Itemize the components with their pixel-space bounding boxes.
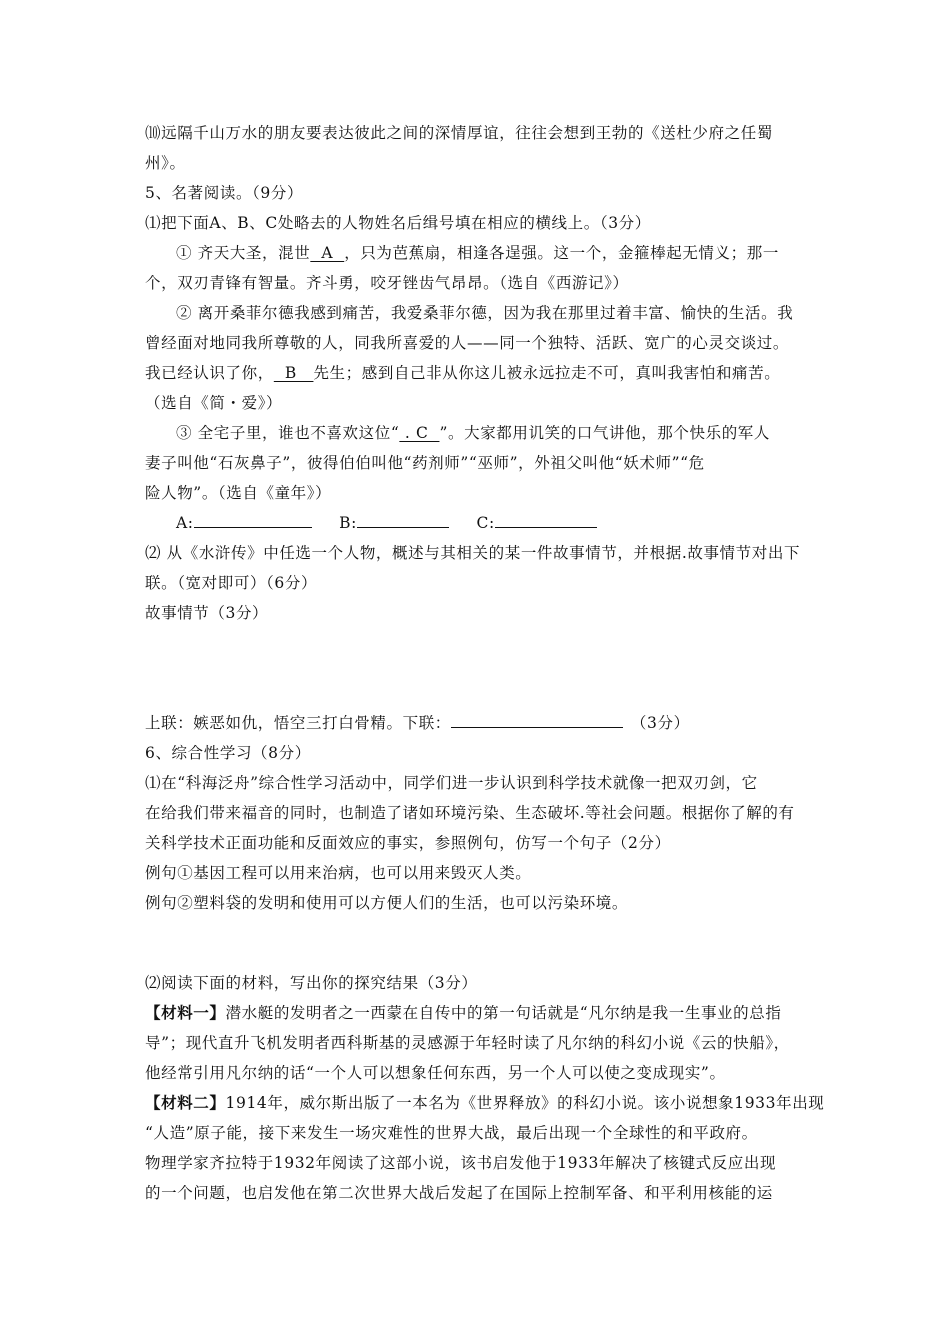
passage-a-text-pre: ① 齐天大圣，混世 [176,244,311,262]
passage-c-line-2: 妻子叫他“石灰鼻子”，彼得伯伯叫他“药剂师”“巫师”，外祖父叫他“妖术师”“危 [145,454,705,472]
material-2-tag: 【材料二】 [145,1093,226,1112]
blank-c: . C [399,424,440,442]
section-5-title: 5、名著阅读。（9分） [145,184,304,202]
answer-b-field[interactable] [357,513,449,528]
passage-a-line-2: 个，双刃青锋有智量。齐斗勇，咬牙锉齿气昂昂。（选自《西游记》） [145,274,629,292]
material-1-line-2: 导”；现代直升飞机发明者西科斯基的灵感源于年轻时读了凡尔纳的科幻小说《云的快船》， [145,1034,790,1052]
answer-a-label: A: [176,514,194,532]
passage-b-source: （选自《简・爱》） [145,394,283,412]
answer-c-field[interactable] [495,513,597,528]
material-1-line-1 [145,1003,781,1023]
answer-blanks-row [176,513,597,533]
section-6-part-1-line-1: ⑴在“科海泛舟”综合性学习活动中，同学们进一步认识到科学技术就像一把双刃剑，它 [145,774,758,792]
example-sentence-1: 例句①基因工程可以用来治病，也可以用来毁灭人类。 [145,864,532,882]
passage-b-line-3 [145,363,780,383]
material-1-line-3: 他经常引用凡尔纳的话“一个人可以想象任何东西，另一个人可以使之变成现实”。 [145,1064,726,1082]
q10-line-1: ⑽远隔千山万水的朋友要表达彼此之间的深情厚谊，往往会想到王勃的《送杜少府之任蜀 [145,124,773,142]
passage-b-line-1: ② 离开桑菲尔德我感到痛苦，我爱桑菲尔德，因为我在那里过着丰富、愉快的生活。我 [176,304,794,322]
material-2-line-3: 物理学家齐拉特于1932年阅读了这部小说，该书启发他于1933年解决了核键式反应出现 [145,1154,777,1172]
passage-c-text-post: ”。大家都用讥笑的口气讲他，那个快乐的军人 [439,424,770,442]
couplet-answer-field[interactable] [451,713,623,728]
passage-a-line-1 [176,243,779,263]
material-2-line-1 [145,1093,824,1113]
passage-a-text-post: ，只为芭蕉扇，相逢各逞强。这一个，金箍棒起无情义；那一 [344,244,779,262]
material-2-line-4: 的一个问题，也启发他在第二次世界大战后发起了在国际上控制军备、和平利用核能的运 [145,1184,773,1202]
couplet-line [145,713,690,733]
section-5-part-2-line-2: 联。（宽对即可）（6分） [145,574,318,592]
section-6-part-1-line-3: 关科学技术正面功能和反面效应的事实，参照例句，仿写一个句子（2分） [145,834,671,852]
passage-b-line-2: 曾经面对地同我所尊敬的人，同我所喜爱的人——同一个独特、活跃、宽广的心灵交谈过。 [145,334,790,352]
material-2-text: 1914年，威尔斯出版了一本名为《世界释放》的科幻小说。该小说想象1933年出现 [225,1094,825,1112]
blank-b: B [273,364,314,382]
section-5-part-1-prompt: ⑴把下面A、B、C处略去的人物姓名后缉号填在相应的横线上。（3分） [145,214,651,232]
passage-b-text-post: 先生；感到自己非从你这儿被永远拉走不可，真叫我害怕和痛苦。 [313,364,781,382]
section-6-part-2-prompt: ⑵阅读下面的材料，写出你的探究结果（3分） [145,974,478,992]
passage-b-text-pre: 我已经认识了你， [145,364,274,382]
blank-a: A [310,244,345,262]
section-6-title: 6、综合性学习（8分） [145,744,311,762]
passage-c-line-3: 险人物”。（选自《童年》） [145,484,332,502]
example-sentence-2: 例句②塑料袋的发明和使用可以方便人们的生活，也可以污染环境。 [145,894,629,912]
couplet-text: 上联：嫉恶如仇，悟空三打白骨精。下联： [145,714,451,732]
answer-c-label: C: [476,514,495,532]
couplet-points: （3分） [630,714,690,732]
passage-c-line-1 [176,423,770,443]
material-2-line-2: “人造”原子能，接下来发生一场灾难性的世界大战，最后出现一个全球性的和平政府。 [145,1124,758,1142]
q10-line-2: 州》。 [145,154,186,172]
material-1-tag: 【材料一】 [145,1003,226,1022]
section-6-part-1-line-2: 在给我们带来福音的同时，也制造了诸如环境污染、生态破坏.等社会问题。根据你了解的有 [145,804,795,822]
story-plot-label: 故事情节（3分） [145,604,269,622]
answer-b-label: B: [339,514,357,532]
material-1-text: 潜水艇的发明者之一西蒙在自传中的第一句话就是“凡尔纳是我一生事业的总指 [225,1004,782,1022]
passage-c-text-pre: ③ 全宅子里，谁也不喜欢这位“ [176,424,400,442]
answer-a-field[interactable] [194,513,312,528]
section-5-part-2-line-1: ⑵ 从《水浒传》中任选一个人物，概述与其相关的某一件故事情节，并根据.故事情节对出下 [145,544,801,562]
